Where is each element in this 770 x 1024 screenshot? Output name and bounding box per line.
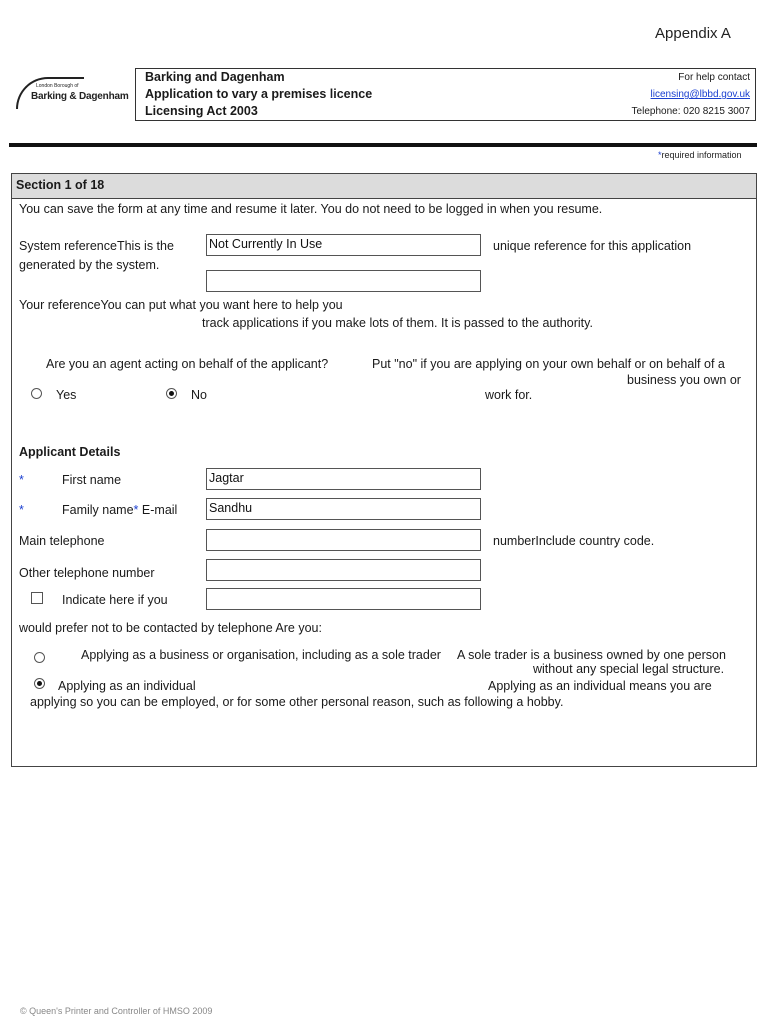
logo-name: Barking & Dagenham xyxy=(31,91,129,102)
copyright-footer: © Queen's Printer and Controller of HMSO 2009 xyxy=(20,1006,213,1016)
your-ref-note: track applications if you make lots of them. It is passed to the authority. xyxy=(202,316,593,330)
agent-hint: Put "no" if you are applying on your own behalf or on behalf of a xyxy=(372,357,725,371)
business-radio[interactable] xyxy=(34,652,45,663)
section-title: Section 1 of 18 xyxy=(16,178,105,192)
no-telephone-label-cont: would prefer not to be contacted by telephone Are you: xyxy=(19,621,322,635)
system-ref-label-cont: generated by the system. xyxy=(19,258,160,272)
family-name-label xyxy=(62,503,177,517)
required-note xyxy=(658,150,742,160)
individual-radio[interactable] xyxy=(34,678,45,689)
header-rule xyxy=(9,143,757,147)
no-telephone-label: Indicate here if you xyxy=(62,593,168,607)
first-name-required-star: * xyxy=(19,473,24,487)
your-ref-field[interactable] xyxy=(206,270,481,292)
agent-question: Are you an agent acting on behalf of the applicant? xyxy=(46,357,329,371)
required-text: required information xyxy=(661,150,742,160)
other-telephone-label: Other telephone number xyxy=(19,566,155,580)
agent-yes-label: Yes xyxy=(56,388,77,402)
your-ref-label: Your referenceYou can put what you want here to help you xyxy=(19,298,343,312)
business-label: Applying as a business or organisation, including as a sole trader xyxy=(81,648,441,662)
email-label: E-mail xyxy=(141,503,178,517)
family-name-text: Family name xyxy=(62,503,134,517)
first-name-field[interactable]: Jagtar xyxy=(206,468,481,490)
family-name-field[interactable]: Sandhu xyxy=(206,498,481,520)
system-ref-note: unique reference for this application xyxy=(493,239,692,253)
main-telephone-field[interactable] xyxy=(206,529,481,551)
intro-text: You can save the form at any time and resume it later. You do not need to be logged in when you resume. xyxy=(19,202,603,216)
agent-no-radio[interactable] xyxy=(166,388,177,399)
council-logo xyxy=(14,77,130,111)
email-required-star: * xyxy=(133,503,139,517)
main-telephone-label: Main telephone xyxy=(19,534,105,548)
system-ref-label: System referenceThis is the xyxy=(19,239,174,253)
header-form-title: Application to vary a premises licence xyxy=(145,87,373,101)
header-act: Licensing Act 2003 xyxy=(145,104,258,118)
agent-yes-radio[interactable] xyxy=(31,388,42,399)
section-header xyxy=(12,174,756,199)
individual-label: Applying as an individual xyxy=(58,679,196,693)
other-telephone-field[interactable] xyxy=(206,559,481,581)
appendix-label: Appendix A xyxy=(655,25,731,42)
individual-hint-cont: applying so you can be employed, or for some other personal reason, such as following a hobby. xyxy=(30,695,564,709)
section-box xyxy=(11,173,757,767)
required-star: * xyxy=(658,150,662,160)
header-council: Barking and Dagenham xyxy=(145,70,285,84)
system-ref-field[interactable]: Not Currently In Use xyxy=(206,234,481,256)
individual-hint: Applying as an individual means you are xyxy=(488,679,712,693)
logo-small-text: London Borough of xyxy=(36,83,79,89)
applicant-heading: Applicant Details xyxy=(19,445,121,459)
family-name-required-star: * xyxy=(19,503,24,517)
agent-no-label: No xyxy=(191,388,207,402)
first-name-label: First name xyxy=(62,473,122,487)
business-hint-cont: without any special legal structure. xyxy=(533,662,725,676)
agent-hint-cont: business you own or xyxy=(627,373,741,387)
help-email-link[interactable]: licensing@lbbd.gov.uk xyxy=(650,89,750,100)
extra-field[interactable] xyxy=(206,588,481,610)
help-label: For help contact xyxy=(678,72,750,83)
business-hint: A sole trader is a business owned by one person xyxy=(457,648,726,662)
agent-hint-end: work for. xyxy=(485,388,533,402)
header-box xyxy=(135,68,756,121)
help-phone: Telephone: 020 8215 3007 xyxy=(631,106,750,117)
no-telephone-checkbox[interactable] xyxy=(31,592,43,604)
main-telephone-note: numberInclude country code. xyxy=(493,534,655,548)
